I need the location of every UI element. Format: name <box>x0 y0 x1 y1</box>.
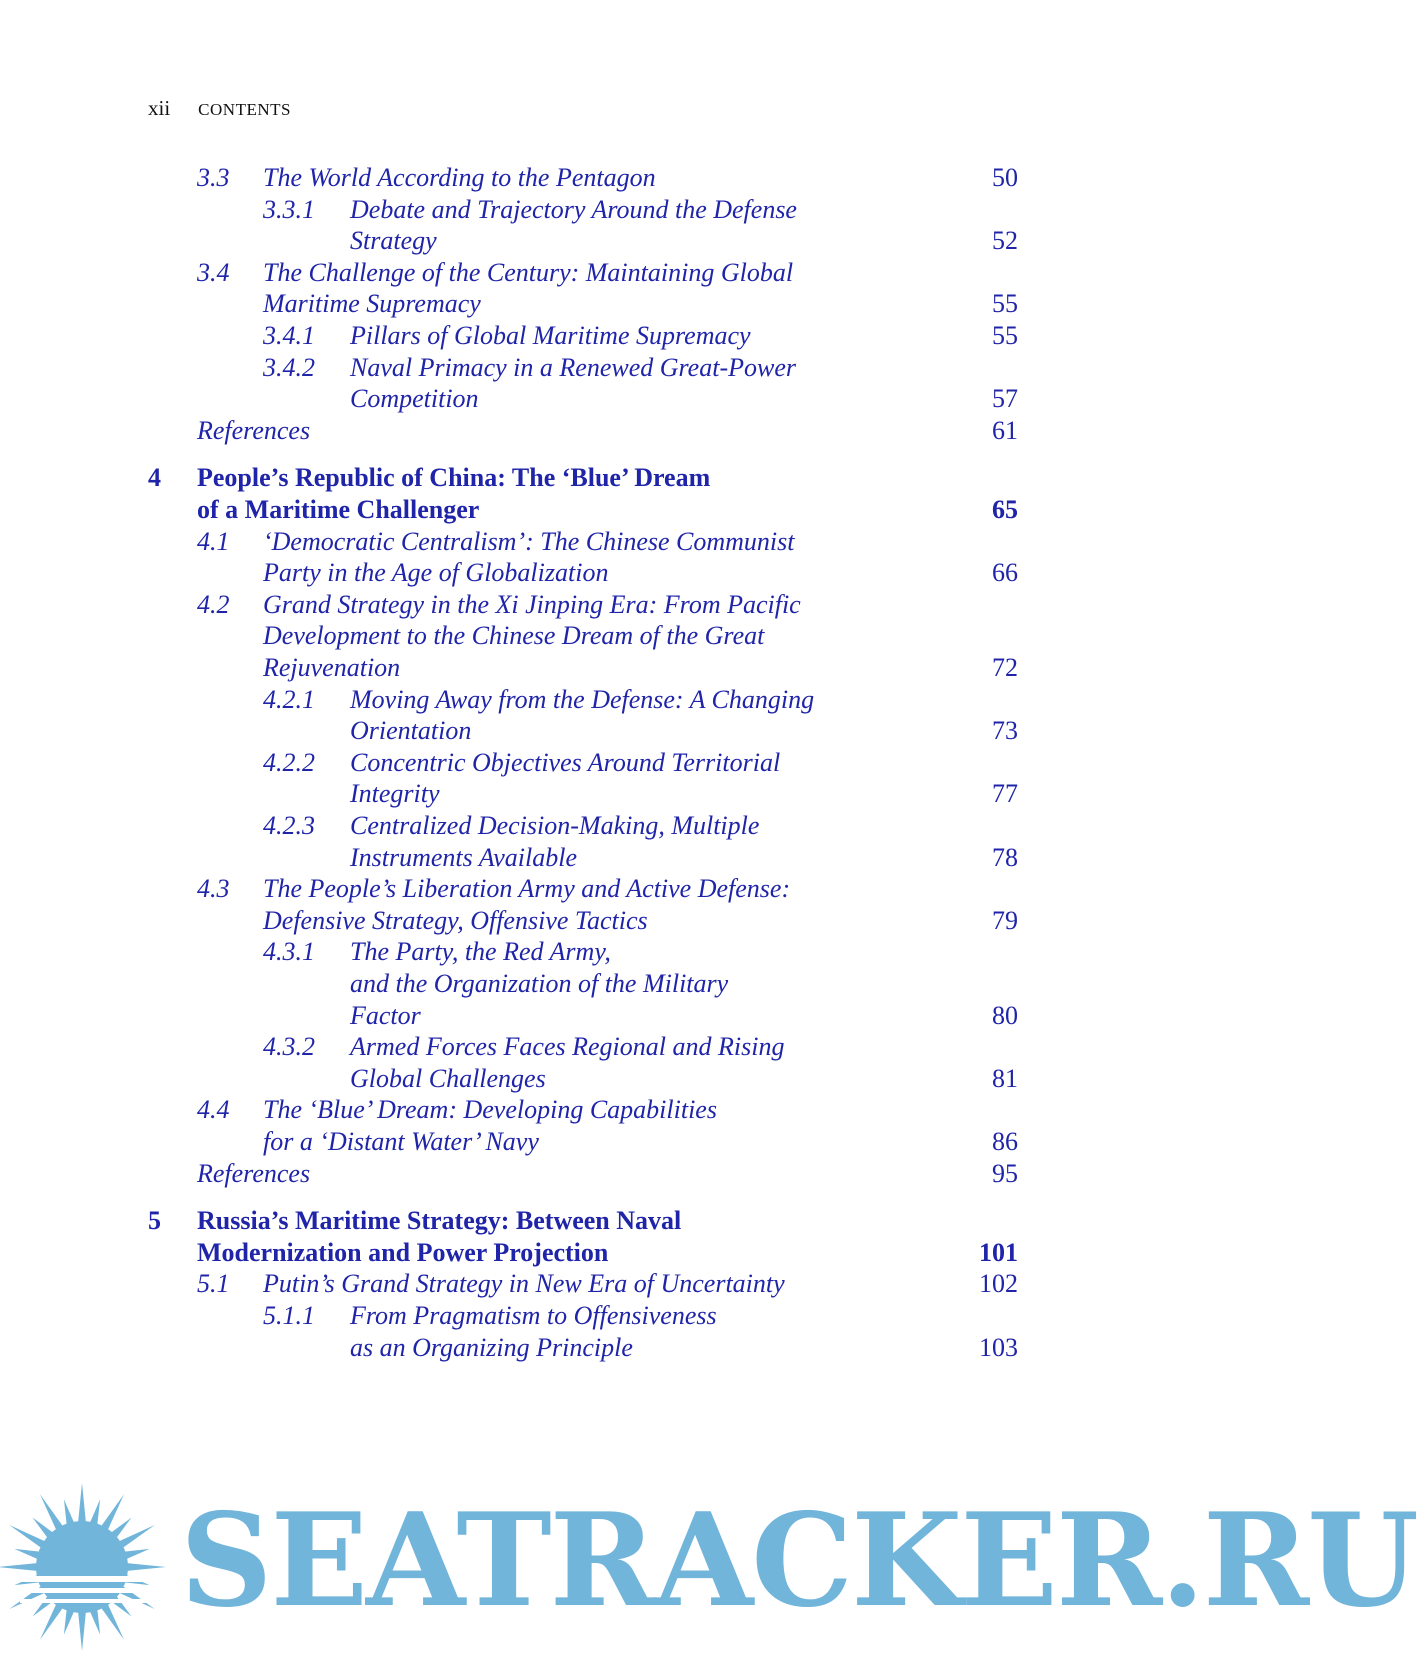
toc-entry-title[interactable]: Strategy <box>350 226 437 256</box>
toc-entry-title[interactable]: Russia’s Maritime Strategy: Between Naval <box>197 1206 682 1236</box>
toc-entry-number: 4.3.1 <box>263 937 315 967</box>
toc-entry-title[interactable]: Putin’s Grand Strategy in New Era of Uncertainty <box>263 1269 785 1299</box>
running-head: CONTENTS <box>198 100 291 119</box>
sun-ray <box>101 1603 125 1640</box>
toc-entry-page: 103 <box>979 1332 1018 1362</box>
toc-entry-number: 4.4 <box>197 1095 230 1125</box>
toc-entry-page: 65 <box>992 495 1018 524</box>
sun-ray <box>101 1494 125 1531</box>
sun-ray <box>78 1611 86 1651</box>
sun-ray <box>64 1499 75 1525</box>
sun-ray <box>40 1603 64 1640</box>
toc-entry-title[interactable]: of a Maritime Challenger <box>197 495 480 524</box>
toc-entry-number: 4.1 <box>197 526 230 556</box>
toc-entry-number: 5.1 <box>197 1269 230 1299</box>
toc-entry-title[interactable]: Defensive Strategy, Offensive Tactics <box>263 905 648 935</box>
toc-entry-page: 55 <box>992 321 1018 350</box>
watermark-text: SEATRACKER.RU <box>180 1486 1417 1636</box>
page-number: xii <box>148 96 171 120</box>
toc-entry-title[interactable]: References <box>197 415 311 445</box>
toc-entry-page: 78 <box>992 842 1018 872</box>
sun-ray <box>118 1525 155 1549</box>
toc-entry-title[interactable]: References <box>197 1158 311 1188</box>
toc-entry-number: 4.3.2 <box>263 1032 315 1062</box>
toc-entry-title[interactable]: Maritime Supremacy <box>263 289 481 319</box>
toc-entry-title[interactable]: Global Challenges <box>350 1063 546 1093</box>
toc-entry-title[interactable]: Centralized Decision-Making, Multiple <box>350 811 760 840</box>
toc-entry-title[interactable]: The Party, the Red Army, <box>350 937 611 967</box>
toc-entry-title[interactable]: as an Organizing Principle <box>350 1332 633 1362</box>
toc-entry-number: 4 <box>148 463 161 493</box>
toc-entry-page: 61 <box>992 415 1018 445</box>
toc-entry-number: 4.2.2 <box>263 747 315 777</box>
toc-entry-number: 5.1.1 <box>263 1301 315 1330</box>
toc-entry-title[interactable]: Rejuvenation <box>263 653 401 682</box>
toc-entry-page: 81 <box>992 1063 1018 1093</box>
toc-entry-number: 4.3 <box>197 874 230 904</box>
toc-entry-title[interactable]: Orientation <box>350 716 472 746</box>
toc-entry-page: 86 <box>992 1127 1018 1156</box>
toc-entry-title[interactable]: Naval Primacy in a Renewed Great-Power <box>350 352 796 382</box>
sun-ray <box>64 1608 75 1634</box>
toc-entry-title[interactable]: Instruments Available <box>350 842 578 872</box>
toc-entry-number: 3.4.1 <box>263 321 315 350</box>
sun-ray <box>123 1549 149 1560</box>
toc-entry-title[interactable]: Development to the Chinese Dream of the Great <box>263 621 765 651</box>
toc-entry-number: 4.2.3 <box>263 811 315 840</box>
toc-entry-title[interactable]: People’s Republic of China: The ‘Blue’ Dream <box>197 463 711 493</box>
watermark <box>0 1480 1417 1654</box>
toc-entry-page: 102 <box>979 1269 1018 1299</box>
sun-logo-icon <box>0 1480 175 1654</box>
toc-entry-title[interactable]: ‘Democratic Centralism’: The Chinese Communist <box>263 526 795 556</box>
toc-entry-page: 72 <box>992 653 1018 682</box>
sun-ray <box>9 1525 46 1549</box>
sun-ray <box>126 1563 166 1571</box>
toc-entry-number: 3.4 <box>197 257 230 287</box>
toc-entry-title[interactable]: Debate and Trajectory Around the Defense <box>350 194 797 224</box>
toc-entry-title[interactable]: Moving Away from the Defense: A Changing <box>350 684 815 714</box>
toc-entry-title[interactable]: Concentric Objectives Around Territorial <box>350 747 781 777</box>
toc-entry-title[interactable]: Competition <box>350 384 479 414</box>
toc-entry-title[interactable]: The World According to the Pentagon <box>263 163 656 192</box>
toc-entry-title[interactable]: and the Organization of the Military <box>350 969 729 998</box>
toc-entry-page: 57 <box>992 384 1018 414</box>
toc-entry-title[interactable]: The Challenge of the Century: Maintaining Global <box>263 257 794 287</box>
toc-entry-page: 55 <box>992 289 1018 319</box>
toc-entry-page: 101 <box>979 1237 1018 1267</box>
toc-entry-page: 66 <box>992 558 1018 588</box>
toc-entry-title[interactable]: Modernization and Power Projection <box>197 1237 609 1267</box>
toc-entry-page: 50 <box>992 163 1018 192</box>
toc-entry-title[interactable]: From Pragmatism to Offensiveness <box>350 1301 717 1330</box>
sun-ray <box>90 1499 101 1525</box>
toc-entry-page: 52 <box>992 226 1018 256</box>
toc-entry-title[interactable]: Integrity <box>350 779 440 809</box>
toc-entry-number: 4.2 <box>197 589 230 619</box>
toc-entry-page: 73 <box>992 716 1018 746</box>
toc-entry-page: 77 <box>992 779 1018 809</box>
sun-ray <box>40 1494 64 1531</box>
toc-entry-title[interactable]: Armed Forces Faces Regional and Rising <box>350 1032 785 1062</box>
toc-entry-title[interactable]: for a ‘Distant Water’ Navy <box>263 1127 539 1156</box>
toc-entry-page: 79 <box>992 905 1018 935</box>
toc-entry-title[interactable]: Factor <box>350 1000 421 1030</box>
toc-entry-title[interactable]: Grand Strategy in the Xi Jinping Era: From Pacific <box>263 589 801 619</box>
toc-entry-number: 3.3 <box>197 163 230 192</box>
toc-entry-number: 4.2.1 <box>263 684 315 714</box>
sun-ray <box>0 1563 38 1571</box>
sun-ray <box>14 1549 40 1560</box>
toc-entry-number: 3.4.2 <box>263 352 315 382</box>
sun-ray <box>90 1608 101 1634</box>
sun-ray <box>78 1483 86 1523</box>
toc-entry-number: 3.3.1 <box>263 194 315 224</box>
toc-entry-number: 5 <box>148 1206 161 1236</box>
toc-entry-title[interactable]: Pillars of Global Maritime Supremacy <box>350 321 751 350</box>
toc-entry-title[interactable]: The ‘Blue’ Dream: Developing Capabilities <box>263 1095 717 1125</box>
toc-entry-title[interactable]: Party in the Age of Globalization <box>263 558 609 588</box>
toc-entry-page: 80 <box>992 1000 1018 1030</box>
toc-entry-title[interactable]: The People’s Liberation Army and Active Defense: <box>263 874 791 904</box>
toc-entry-page: 95 <box>992 1158 1018 1188</box>
